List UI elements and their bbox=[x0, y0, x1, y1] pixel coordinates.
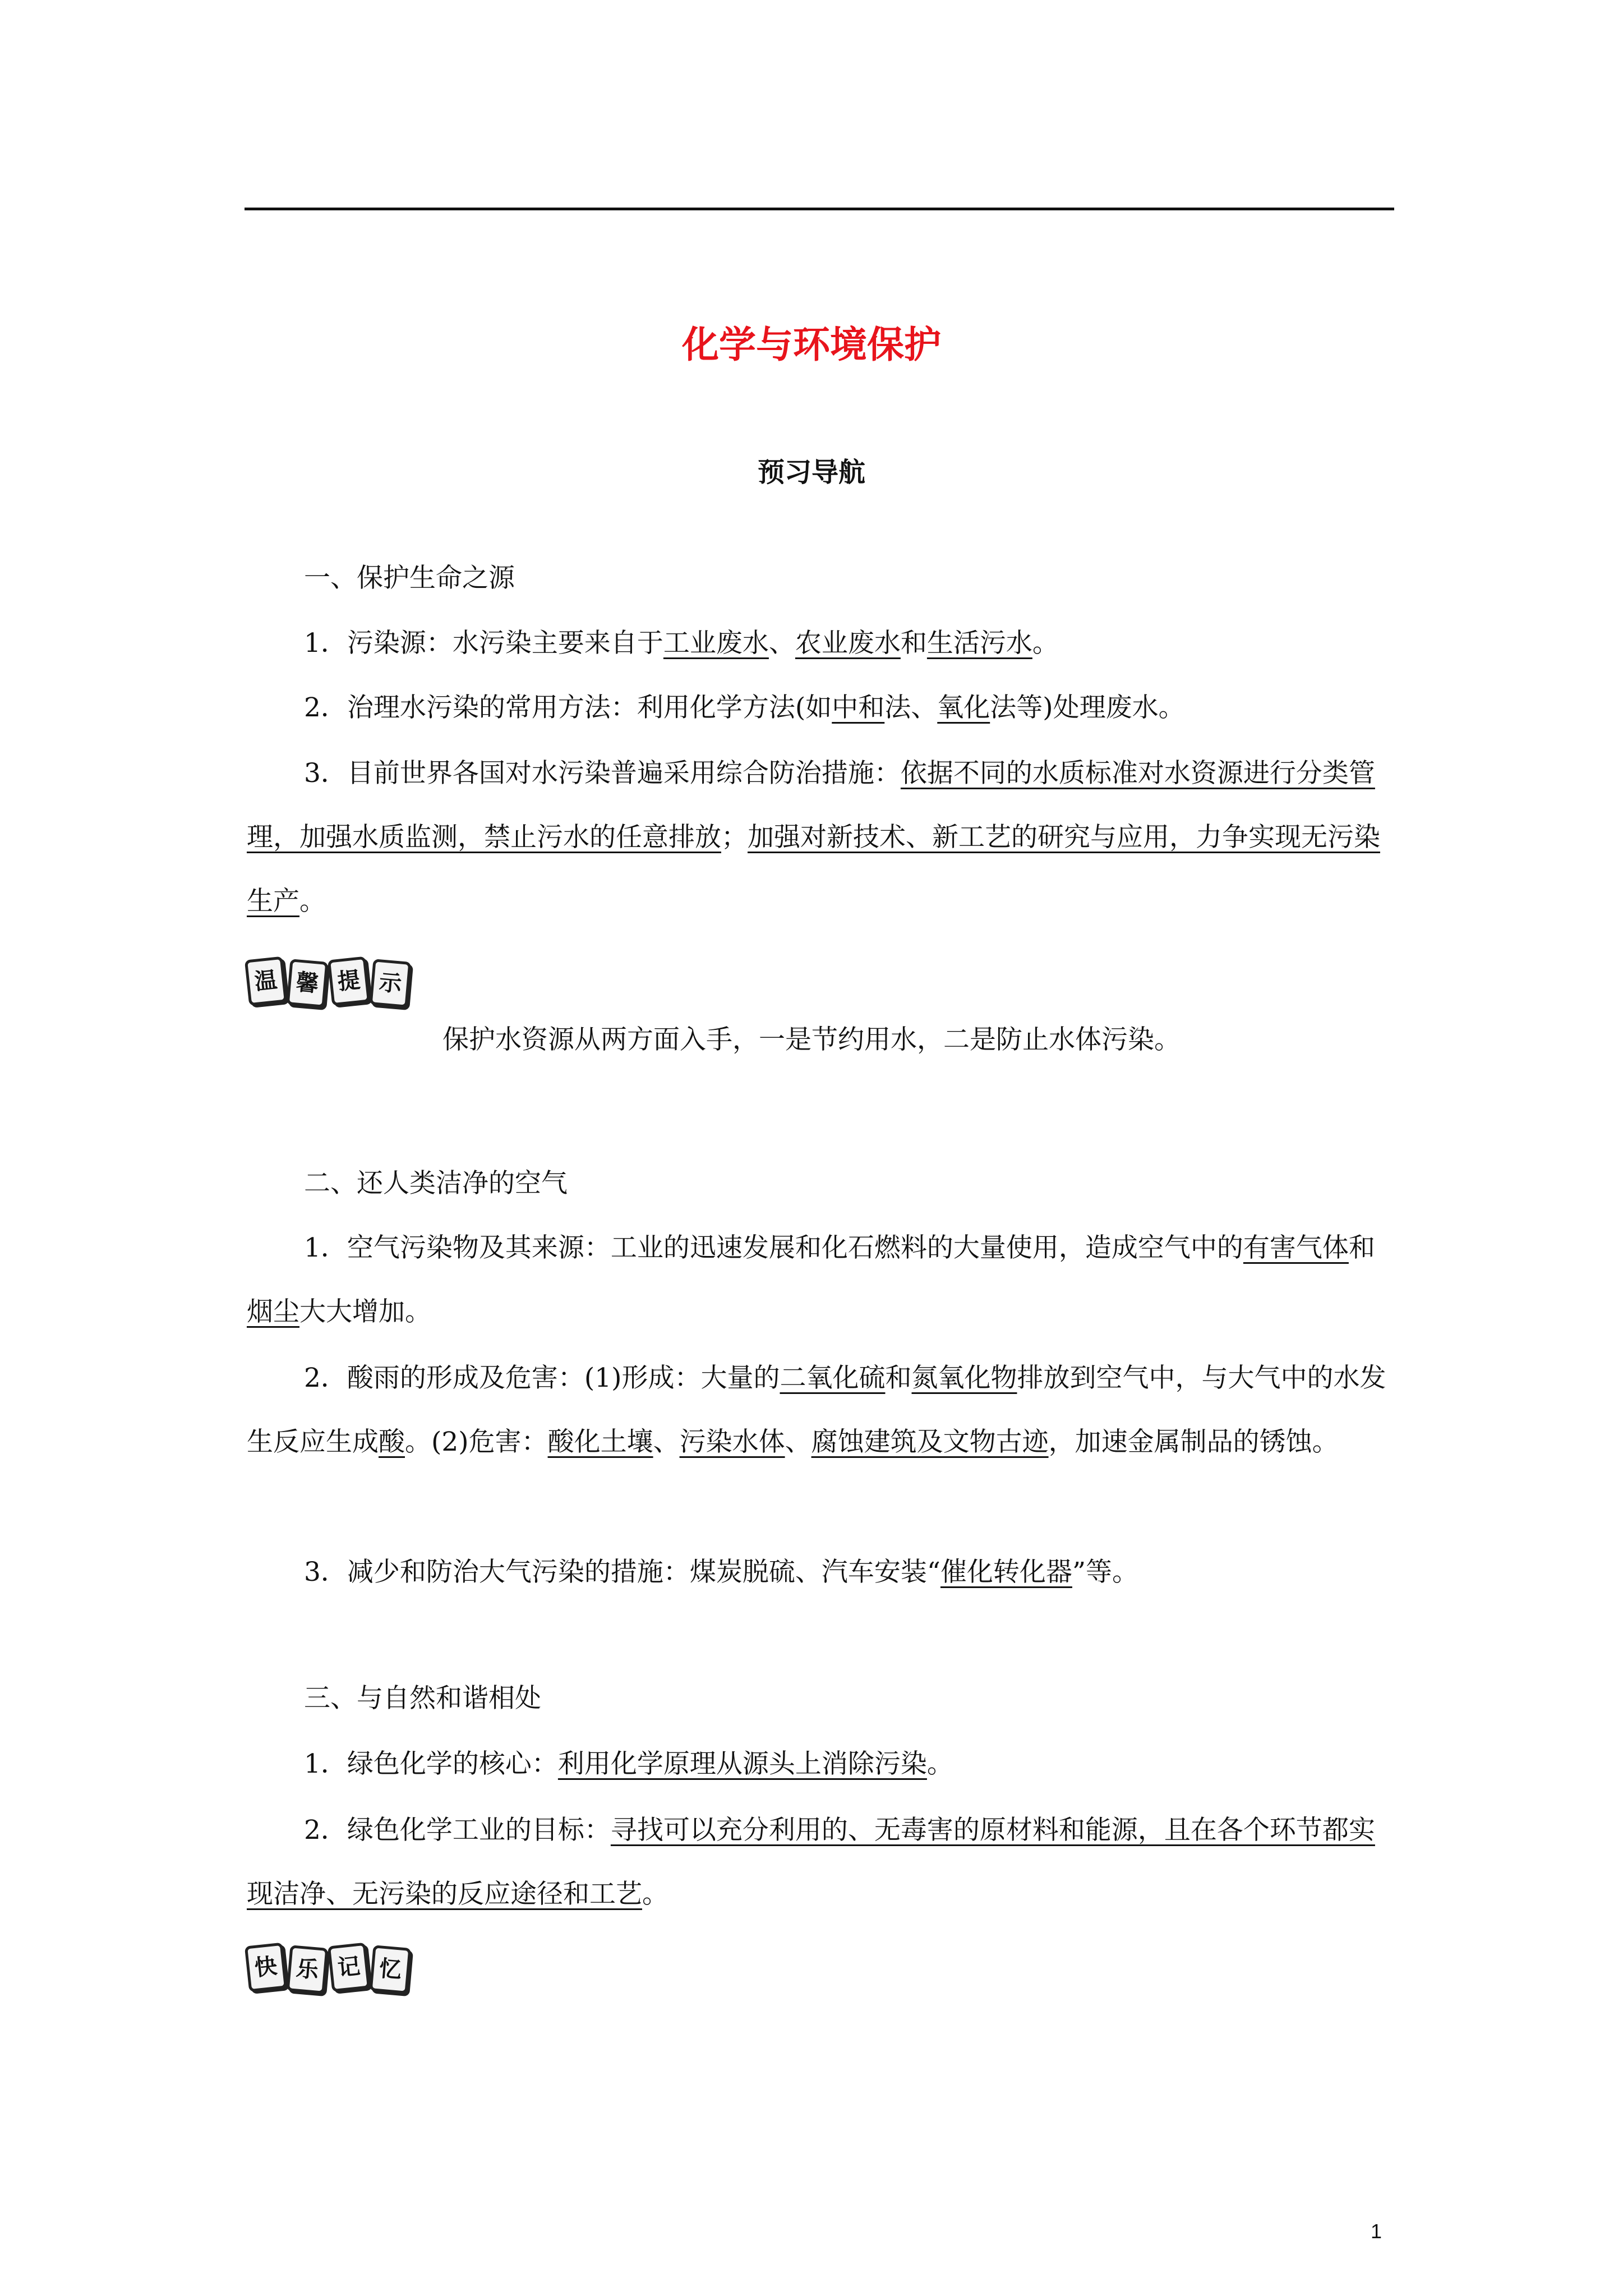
page-title: 化学与环境保护 bbox=[682, 323, 941, 366]
tip-text: 保护水资源从两方面入手，一是节约用水，二是防止水体污染。 bbox=[442, 1024, 1181, 1055]
badge-char: 提 bbox=[328, 956, 370, 1006]
section2-heading: 二、还人类洁净的空气 bbox=[304, 1168, 568, 1199]
badge-char: 快 bbox=[245, 1943, 287, 1993]
badge-char: 忆 bbox=[370, 1945, 412, 1994]
happy-memory-badge bbox=[247, 1944, 409, 1990]
section3-heading: 三、与自然和谐相处 bbox=[304, 1683, 541, 1714]
badge-char: 温 bbox=[245, 956, 287, 1006]
section2-paragraph-2: 2．酸雨的形成及危害：(1)形成：大量的二氧化硫和氮氧化物排放到空气中，与大气中的水发生反应生成酸。(2)危害：酸化土壤、污染水体、腐蚀建筑及文物古迹，加速金属制品的锈蚀。 bbox=[247, 1363, 1386, 1457]
section3-paragraph-1: 1．绿色化学的核心：利用化学原理从源头上消除污染。 bbox=[304, 1749, 953, 1779]
page-number: 1 bbox=[1371, 2220, 1382, 2243]
badge-char: 馨 bbox=[287, 959, 329, 1008]
section-subtitle: 预习导航 bbox=[757, 457, 865, 488]
section1-paragraph-3: 3．目前世界各国对水污染普遍采用综合防治措施：依据不同的水质标准对水资源进行分类管理，加强水质监测，禁止污水的任意排放；加强对新技术、新工艺的研究与应用，力争实现无污染生产。 bbox=[247, 758, 1380, 917]
section2-paragraph-3: 3．减少和防治大气污染的措施：煤炭脱硫、汽车安装“催化转化器”等。 bbox=[304, 1557, 1138, 1588]
section3-paragraph-2: 2．绿色化学工业的目标：寻找可以充分利用的、无毒害的原材料和能源，且在各个环节都实现洁净、无污染的反应途径和工艺。 bbox=[247, 1815, 1375, 1910]
section1-paragraph-2: 2．治理水污染的常用方法：利用化学方法(如中和法、氧化法等)处理废水。 bbox=[304, 692, 1185, 723]
section1-paragraph-1: 1．污染源：水污染主要来自于工业废水、农业废水和生活污水。 bbox=[304, 628, 1059, 659]
badge-char: 记 bbox=[328, 1943, 370, 1993]
badge-char: 示 bbox=[370, 959, 412, 1008]
section1-heading: 一、保护生命之源 bbox=[304, 563, 515, 593]
warm-tip-badge bbox=[247, 958, 409, 1004]
header-rule bbox=[245, 208, 1394, 210]
badge-char: 乐 bbox=[287, 1945, 329, 1994]
section2-paragraph-1: 1．空气污染物及其来源：工业的迅速发展和化石燃料的大量使用，造成空气中的有害气体和烟尘大大增加。 bbox=[247, 1232, 1375, 1327]
